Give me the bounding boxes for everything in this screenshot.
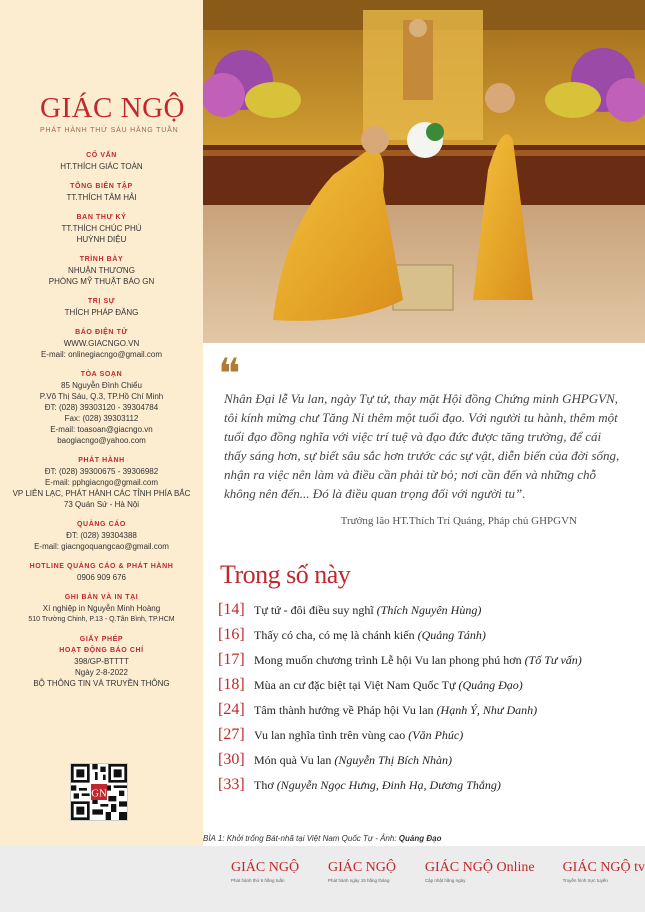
footer-brands [203, 846, 645, 912]
brand-tv[interactable] [535, 846, 645, 912]
section-line: Ngày 2-8-2022 [75, 668, 128, 677]
masthead-section [0, 519, 203, 552]
pull-quote: Nhân Đại lễ Vu lan, ngày Tự tứ, thay mặt Hội đồng Chứng minh GHPGVN, tôi kính mừng chư Tăng Ni thêm một tuổi đạo. Với người tu hành, thêm một tuổi đạo đồng nghĩa với việc trí tuệ và đạo đức được tăng trưởng, để cái thấy sáng hơn, sự biết sâu sắc hơn trước các sự vật, diễn biến của đời sống, nhận ra việc nên làm và điều cần phải từ bỏ; nơi cần đến và những chỗ không nên đến... Đó là điều quan trọng đối với người tu”. [224, 391, 620, 501]
brand-tag: Cập nhật hằng ngày [424, 878, 466, 883]
toc-item[interactable] [218, 750, 628, 770]
toc-item[interactable] [218, 700, 628, 720]
masthead-section [0, 296, 203, 318]
section-line: THÍCH PHÁP ĐĂNG [64, 308, 139, 317]
toc-entry-title: Thơ [254, 778, 274, 792]
cover-photo [203, 0, 645, 343]
phone-line: ĐT: (028) 39303120 - 39304784 [44, 403, 159, 412]
qr-code-icon [71, 764, 127, 820]
masthead-section [0, 369, 203, 446]
toc-entry-title: Thấy có cha, có mẹ là chánh kiến [254, 628, 415, 642]
toc-entry [254, 700, 537, 720]
toc-item[interactable] [218, 625, 628, 645]
toc-entry-author: (Nguyễn Thị Bích Nhàn) [334, 753, 453, 767]
toc-entry [254, 750, 452, 770]
toc-entry-author: (Quảng Tánh) [417, 628, 486, 642]
section-line: Fax: (028) 39303112 [64, 414, 139, 423]
section-line: 73 Quán Sứ - Hà Nội [63, 500, 140, 509]
email-link[interactable]: E-mail: toasoan@giacngo.vn [50, 425, 153, 434]
brand-tag: Phát hành thứ 6 hằng tuần [231, 878, 285, 883]
masthead-section [0, 656, 203, 689]
toc-entry [254, 725, 463, 745]
toc-page-number: [14] [218, 601, 245, 618]
section-line: HT.THÍCH GIÁC TOÀN [60, 162, 143, 171]
section-heading: TỔNG BIÊN TẬP [70, 183, 133, 190]
toc-item[interactable] [218, 600, 628, 620]
toc-entry-author: (Thích Nguyên Hùng) [376, 603, 482, 617]
section-line: 85 Nguyễn Đình Chiểu [61, 381, 142, 390]
toc-entry-author: (Tố Tư vấn) [524, 653, 582, 667]
section-heading: GHI BẢN VÀ IN TẠI [64, 594, 139, 601]
qr-logo-text: GN [91, 788, 107, 800]
toc-entry-title: Vu lan nghĩa tình trên vùng cao [254, 728, 406, 742]
toc-entry [254, 775, 501, 795]
masthead-sidebar [0, 0, 203, 846]
section-line: HUỲNH DIỆU [76, 235, 127, 244]
website-link[interactable]: WWW.GIACNGO.VN [63, 339, 140, 348]
section-line: P.Võ Thị Sáu, Q.3, TP.Hồ Chí Minh [39, 392, 164, 401]
toc-entry-title: Mong muốn chương trình Lễ hội Vu lan phong phú hơn [254, 653, 522, 667]
section-line: NHUẬN THƯƠNG [68, 266, 135, 275]
section-heading: BÁO ĐIỆN TỬ [75, 329, 128, 336]
brand-name: GIÁC NGỘ [327, 860, 397, 875]
toc-entry-author: (Quảng Đạo) [458, 678, 523, 692]
section-heading: CỐ VẤN [86, 152, 117, 159]
section-heading: TRÌNH BÀY [79, 256, 124, 263]
toc-page-number: [18] [218, 676, 245, 693]
section-line: VP LIÊN LẠC, PHÁT HÀNH CÁC TỈNH PHÍA BẮC [12, 489, 191, 498]
toc-entry [254, 600, 481, 620]
brand-monthly[interactable] [300, 846, 397, 912]
quote-mark-icon: ❝ [218, 352, 241, 398]
toc-entry-title: Món quà Vu lan [254, 753, 332, 767]
toc-page-number: [17] [218, 651, 245, 668]
caption-text: BÌA 1: Khởi trống Bát-nhã tại Việt Nam Quốc Tự - Ảnh: [203, 834, 399, 843]
email-link[interactable]: E-mail: pphgiacngo@gmail.com [44, 478, 159, 487]
section-heading: QUẢNG CÁO [77, 521, 126, 528]
toc-entry-author: (Hạnh Ý, Như Danh) [436, 703, 538, 717]
table-of-contents [218, 600, 628, 800]
section-line: 398/GP-BTTTT [74, 657, 129, 666]
masthead-section [0, 150, 203, 172]
section-heading: GIẤY PHÉP [79, 636, 124, 643]
toc-page-number: [27] [218, 726, 245, 743]
section-heading: HOẠT ĐỘNG BÁO CHÍ [59, 647, 144, 654]
toc-entry-author: (Nguyễn Ngọc Hưng, Đinh Hạ, Dương Thắng) [276, 778, 501, 792]
toc-entry [254, 625, 486, 645]
cover-caption [203, 834, 441, 843]
section-line: TT.THÍCH CHÚC PHÚ [61, 224, 142, 233]
toc-entry-author: (Văn Phúc) [408, 728, 464, 742]
toc-page-number: [30] [218, 751, 245, 768]
quote-attribution: Trưởng lão HT.Thích Trí Quảng, Pháp chủ GHPGVN [340, 515, 577, 527]
toc-item[interactable] [218, 725, 628, 745]
logo-tagline: PHÁT HÀNH THỨ SÁU HẰNG TUẦN [40, 127, 179, 134]
toc-entry-title: Tự tứ - đôi điều suy nghĩ [254, 603, 374, 617]
email-link[interactable]: E-mail: giacngoquangcao@gmail.com [34, 542, 169, 551]
masthead-section [0, 212, 203, 245]
toc-entry-title: Mùa an cư đặc biệt tại Việt Nam Quốc Tự [254, 678, 456, 692]
section-heading: TRỊ SỰ [87, 298, 116, 305]
toc-page-number: [24] [218, 701, 245, 718]
section-line: TT.THÍCH TÂM HẢI [66, 193, 137, 202]
phone-line: ĐT: (028) 39300675 - 39306982 [44, 467, 159, 476]
masthead-section [0, 634, 203, 656]
hotline-number: 0906 909 676 [77, 573, 126, 582]
qr-code[interactable] [70, 763, 128, 821]
toc-entry-title: Tâm thành hướng về Pháp hội Vu lan [254, 703, 434, 717]
masthead-section [0, 327, 203, 360]
brand-weekly[interactable] [203, 846, 300, 912]
masthead-section [0, 455, 203, 510]
masthead-section [0, 592, 203, 625]
masthead-section [0, 561, 203, 583]
masthead-list [0, 150, 203, 698]
toc-entry [254, 650, 614, 670]
masthead-section [0, 181, 203, 203]
email-link[interactable]: baogiacngo@yahoo.com [57, 436, 146, 445]
brand-name: GIÁC NGỘ Online [424, 860, 535, 875]
section-heading: TÒA SOẠN [80, 371, 123, 378]
brand-online[interactable] [397, 846, 535, 912]
brand-name: GIÁC NGỘ tv [562, 860, 645, 875]
toc-item[interactable] [218, 775, 628, 795]
email-link[interactable]: E-mail: onlinegiacngo@gmail.com [40, 350, 163, 359]
section-heading: BAN THƯ KÝ [76, 214, 127, 221]
section-line: 510 Trường Chinh, P.13 - Q.Tân Bình, TP.HCM [28, 616, 175, 623]
section-line: PHÒNG MỸ THUẬT BÁO GN [48, 277, 155, 286]
brand-tag: Truyền hình trực tuyến [562, 878, 608, 883]
section-line: BỘ THÔNG TIN VÀ TRUYỀN THÔNG [33, 679, 170, 688]
toc-page-number: [33] [218, 776, 245, 793]
brand-name: GIÁC NGỘ [231, 860, 300, 875]
phone-line: ĐT: (028) 39304388 [66, 531, 137, 540]
masthead-section [0, 254, 203, 287]
ceremony-image [203, 0, 645, 343]
toc-entry [254, 675, 523, 695]
toc-page-number: [16] [218, 626, 245, 643]
toc-title: Trong số này [220, 560, 351, 589]
caption-credit: Quảng Đạo [398, 834, 442, 843]
brand-tag: Phát hành ngày 15 hằng tháng [327, 878, 390, 883]
section-line: Xí nghiệp in Nguyễn Minh Hoàng [42, 604, 161, 613]
section-heading: PHÁT HÀNH [78, 457, 125, 464]
toc-item[interactable] [218, 675, 628, 695]
logo[interactable]: GIÁC NGỘ [40, 92, 185, 124]
toc-item[interactable] [218, 650, 628, 670]
section-heading: HOTLINE QUẢNG CÁO & PHÁT HÀNH [29, 563, 174, 570]
footer-left [0, 846, 203, 912]
